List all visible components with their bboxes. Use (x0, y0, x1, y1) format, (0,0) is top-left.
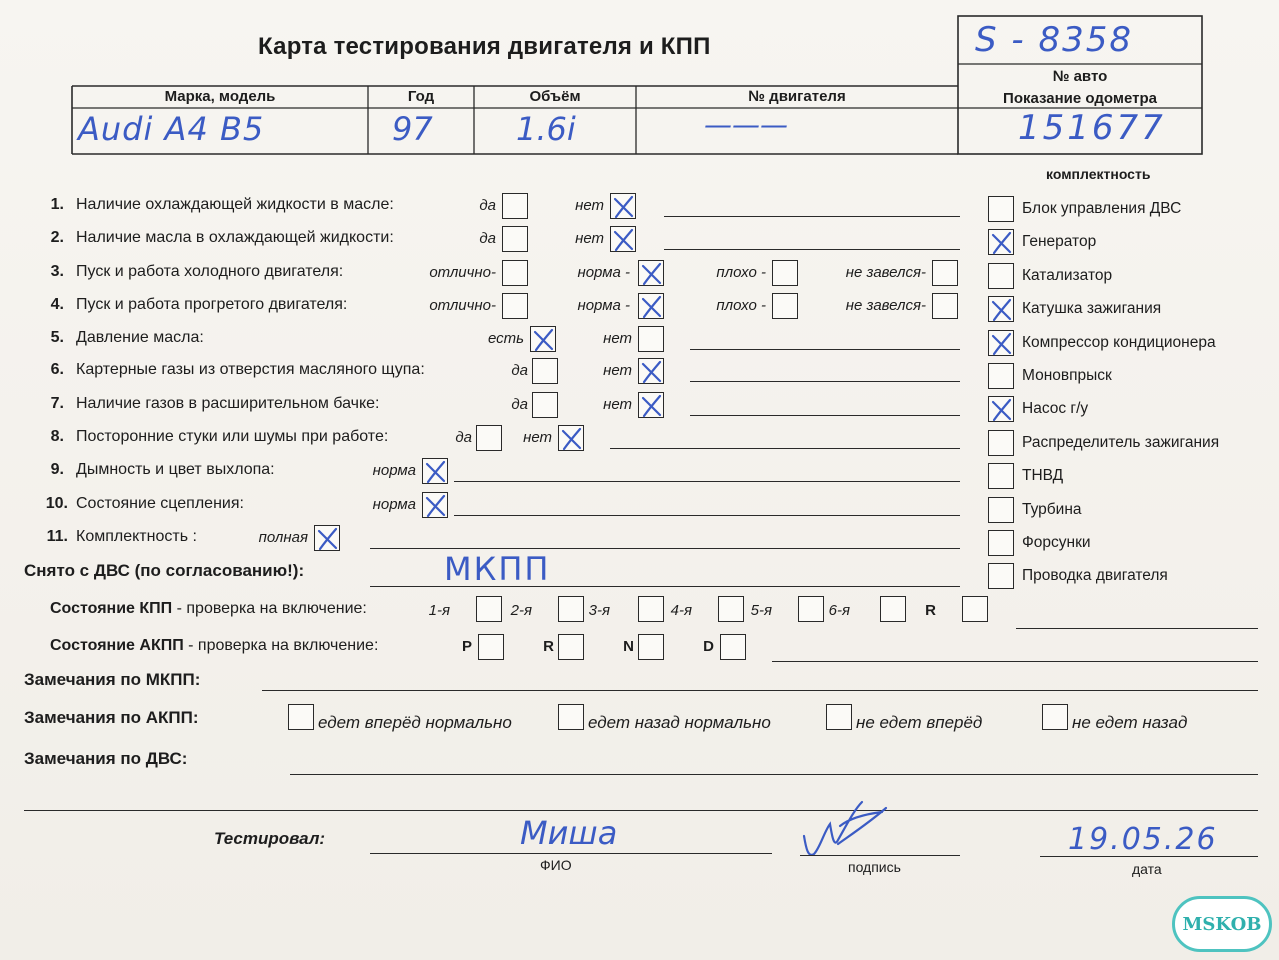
check-x-mark-icon (423, 459, 449, 485)
akpp-gear-label: P (461, 638, 472, 655)
completeness-item-label: Компрессор кондиционера (1022, 333, 1216, 351)
completeness-item-label: Катушка зажигания (1022, 300, 1162, 318)
checklist-option-label: нет (523, 429, 552, 446)
completeness-item-label: ТНВД (1022, 467, 1064, 485)
completeness-checkbox-2[interactable] (988, 229, 1014, 255)
removed-value: МКПП (444, 550, 551, 588)
checklist-label-7: Наличие газов в расширительном бачке: (76, 395, 380, 412)
checklist-checkbox-10-1[interactable] (422, 492, 448, 518)
year-value: 97 (392, 110, 433, 148)
date-value: 19.05.26 (1068, 822, 1218, 857)
check-x-mark-icon (639, 359, 665, 385)
checklist-comment-line (454, 481, 960, 482)
checklist-label-5: Давление масла: (76, 329, 204, 346)
removed-label: Снято с ДВС (по согласованию!): (24, 561, 305, 580)
checklist-number: 11. (46, 528, 68, 545)
akpp-gear-label: R (543, 638, 554, 655)
checklist-number: 9. (50, 461, 64, 478)
checklist-option-label: да (511, 362, 528, 379)
checklist-checkbox-11-1[interactable] (314, 525, 340, 551)
checklist-number: 10. (45, 495, 68, 512)
fio-caption: ФИО (540, 857, 572, 873)
checklist-checkbox-2-2[interactable] (610, 226, 636, 252)
checklist-option-label: не завелся- (845, 297, 926, 314)
checklist-comment-line (610, 448, 960, 449)
kpp-underline (1016, 628, 1258, 629)
checklist-option-label: плохо - (716, 297, 766, 314)
completeness-checkbox-9[interactable] (988, 463, 1014, 489)
checklist-option-label: норма (372, 462, 416, 479)
signature-underline (800, 855, 960, 856)
completeness-checkbox-8[interactable] (988, 430, 1014, 456)
checklist-comment-line (454, 515, 960, 516)
checklist-checkbox-9-1[interactable] (422, 458, 448, 484)
check-x-mark-icon (611, 227, 637, 253)
akpp-remark-label: едет назад нормально (588, 713, 771, 732)
checklist-option-label: норма - (577, 264, 630, 281)
completeness-checkbox-3[interactable] (988, 263, 1014, 289)
akpp-remark-label: не едет вперёд (856, 713, 983, 732)
checklist-checkbox-5-2[interactable] (638, 326, 664, 352)
checklist-option-label: норма - (577, 297, 630, 314)
completeness-checkbox-5[interactable] (988, 330, 1014, 356)
remarks-dvs-label: Замечания по ДВС: (24, 749, 188, 768)
column-volume: Объём (529, 88, 581, 105)
remarks-dvs-line (290, 774, 1258, 775)
checklist-comment-line (690, 349, 960, 350)
akpp-gear-checkbox-R[interactable] (558, 634, 584, 660)
checklist-number: 8. (50, 428, 64, 445)
checklist-option-label: да (511, 396, 528, 413)
date-underline (1040, 856, 1258, 857)
checklist-option-label: есть (487, 330, 524, 347)
akpp-underline (772, 661, 1258, 662)
akpp-gear-checkbox-D[interactable] (720, 634, 746, 660)
checklist-option-label: отлично- (429, 297, 496, 314)
checklist-label-3: Пуск и работа холодного двигателя: (76, 263, 344, 280)
kpp-gear-checkbox-R[interactable] (962, 596, 988, 622)
checklist-option-label: да (479, 230, 496, 247)
remarks-mkpp-line (262, 690, 1258, 691)
checklist-checkbox-8-2[interactable] (558, 425, 584, 451)
kpp-gear-label: 5-я (750, 602, 772, 619)
akpp-gear-label: D (703, 638, 714, 655)
fio-value: Миша (520, 814, 618, 852)
checklist-checkbox-3-4[interactable] (932, 260, 958, 286)
checklist-checkbox-6-2[interactable] (638, 358, 664, 384)
checklist-number: 5. (50, 329, 64, 346)
kpp-gear-label: 4-я (670, 602, 692, 619)
completeness-checkbox-11[interactable] (988, 530, 1014, 556)
removed-underline (370, 586, 960, 587)
check-x-mark-icon (989, 397, 1015, 423)
column-make-model: Марка, модель (164, 88, 276, 105)
checklist-option-label: нет (575, 197, 604, 214)
checklist-option-label: норма (372, 496, 416, 513)
column-year: Год (407, 88, 435, 105)
checklist-number: 7. (50, 395, 64, 412)
checklist-option-label: отлично- (429, 264, 496, 281)
checklist-option-label: нет (575, 230, 604, 247)
checklist-number: 1. (50, 196, 64, 213)
kpp-gear-label: 6-я (828, 602, 850, 619)
completeness-checkbox-7[interactable] (988, 396, 1014, 422)
completeness-item-label: Насос г/у (1022, 400, 1089, 418)
completeness-item-label: Форсунки (1022, 534, 1091, 551)
kpp-gear-checkbox-6-я[interactable] (880, 596, 906, 622)
tested-by-label: Тестировал: (214, 829, 326, 848)
check-x-mark-icon (989, 331, 1015, 357)
checklist-comment-line (690, 381, 960, 382)
completeness-item-label: Катализатор (1022, 266, 1113, 284)
completeness-checkbox-4[interactable] (988, 296, 1014, 322)
completeness-checkbox-12[interactable] (988, 563, 1014, 589)
checklist-checkbox-7-2[interactable] (638, 392, 664, 418)
kpp-label: Состояние КПП - проверка на включение: (50, 600, 367, 617)
checklist-comment-line (370, 548, 960, 549)
odometer-value: 151677 (1018, 108, 1166, 148)
checklist-label-8: Посторонние стуки или шумы при работе: (76, 428, 389, 445)
akpp-remark-checkbox-1[interactable] (288, 704, 314, 730)
completeness-title: комплектность (1046, 166, 1151, 182)
check-x-mark-icon (611, 194, 637, 220)
checklist-comment-line (664, 216, 960, 217)
checklist-number: 4. (50, 296, 64, 313)
page-title: Карта тестирования двигателя и КПП (258, 33, 711, 60)
completeness-item-label: Моновпрыск (1022, 367, 1112, 384)
checklist-checkbox-4-4[interactable] (932, 293, 958, 319)
akpp-label: Состояние АКПП - проверка на включение: (50, 637, 379, 654)
checklist-comment-line (690, 415, 960, 416)
volume-value: 1.6i (516, 110, 576, 148)
kpp-gear-label: 2-я (510, 602, 532, 619)
checklist-comment-line (664, 249, 960, 250)
akpp-remark-label: не едет назад (1072, 713, 1188, 732)
akpp-gear-checkbox-N[interactable] (638, 634, 664, 660)
completeness-item-label: Блок управления ДВС (1022, 200, 1182, 217)
checklist-number: 2. (50, 229, 64, 246)
kpp-gear-label: R (925, 602, 936, 619)
kpp-gear-checkbox-1-я[interactable] (476, 596, 502, 622)
check-x-mark-icon (315, 526, 341, 552)
completeness-checkbox-10[interactable] (988, 497, 1014, 523)
kpp-gear-label: 1-я (428, 602, 450, 619)
akpp-gear-label: N (623, 638, 634, 655)
check-x-mark-icon (639, 393, 665, 419)
check-x-mark-icon (423, 493, 449, 519)
checklist-label-9: Дымность и цвет выхлопа: (76, 461, 275, 478)
akpp-remark-label: едет вперёд нормально (318, 713, 512, 732)
checklist-number: 6. (50, 361, 64, 378)
checklist-option-label: нет (603, 396, 632, 413)
checklist-number: 3. (50, 263, 64, 280)
akpp-remark-checkbox-2[interactable] (558, 704, 584, 730)
akpp-gear-checkbox-P[interactable] (478, 634, 504, 660)
fio-underline (370, 853, 772, 854)
checklist-option-label: да (455, 429, 472, 446)
checklist-option-label: да (479, 197, 496, 214)
remarks-dvs-line-2 (24, 810, 1258, 811)
completeness-item-label: Распределитель зажигания (1022, 433, 1220, 451)
checklist-option-label: нет (603, 330, 632, 347)
checklist-option-label: нет (603, 362, 632, 379)
engine-number-value: ——— (704, 108, 788, 141)
car-number-value: S - 8358 (975, 20, 1133, 60)
mskob-watermark-logo: MSKOB (1172, 896, 1272, 952)
date-caption: дата (1132, 861, 1162, 877)
checklist-option-label: не завелся- (845, 264, 926, 281)
checklist-label-4: Пуск и работа прогретого двигателя: (76, 296, 348, 313)
akpp-remark-checkbox-3[interactable] (826, 704, 852, 730)
check-x-mark-icon (989, 297, 1015, 323)
checklist-label-1: Наличие охлаждающей жидкости в масле: (76, 196, 394, 213)
completeness-item-label: Генератор (1022, 233, 1097, 251)
make-model-value: Audi A4 B5 (78, 110, 265, 148)
completeness-item-label: Турбина (1022, 500, 1082, 518)
checklist-option-label: полная (258, 529, 308, 546)
completeness-item-label: Проводка двигателя (1022, 567, 1168, 585)
remarks-akpp-label: Замечания по АКПП: (24, 708, 199, 727)
checklist-label-10: Состояние сцепления: (76, 495, 244, 512)
kpp-gear-label: 3-я (588, 602, 610, 619)
completeness-checkbox-6[interactable] (988, 363, 1014, 389)
signature-caption: подпись (848, 859, 901, 875)
checklist-checkbox-1-2[interactable] (610, 193, 636, 219)
car-number-label: № авто (1052, 68, 1108, 85)
check-x-mark-icon (559, 426, 585, 452)
completeness-checkbox-1[interactable] (988, 196, 1014, 222)
checklist-label-11: Комплектность : (76, 528, 197, 545)
check-x-mark-icon (989, 230, 1015, 256)
checklist-label-6: Картерные газы из отверстия масляного щупа: (76, 361, 425, 378)
remarks-mkpp-label: Замечания по МКПП: (24, 670, 201, 689)
checklist-label-2: Наличие масла в охлаждающей жидкости: (76, 229, 394, 246)
column-engine-number: № двигателя (748, 88, 846, 105)
checklist-option-label: плохо - (716, 264, 766, 281)
column-odometer: Показание одометра (1003, 90, 1157, 107)
akpp-remark-checkbox-4[interactable] (1042, 704, 1068, 730)
